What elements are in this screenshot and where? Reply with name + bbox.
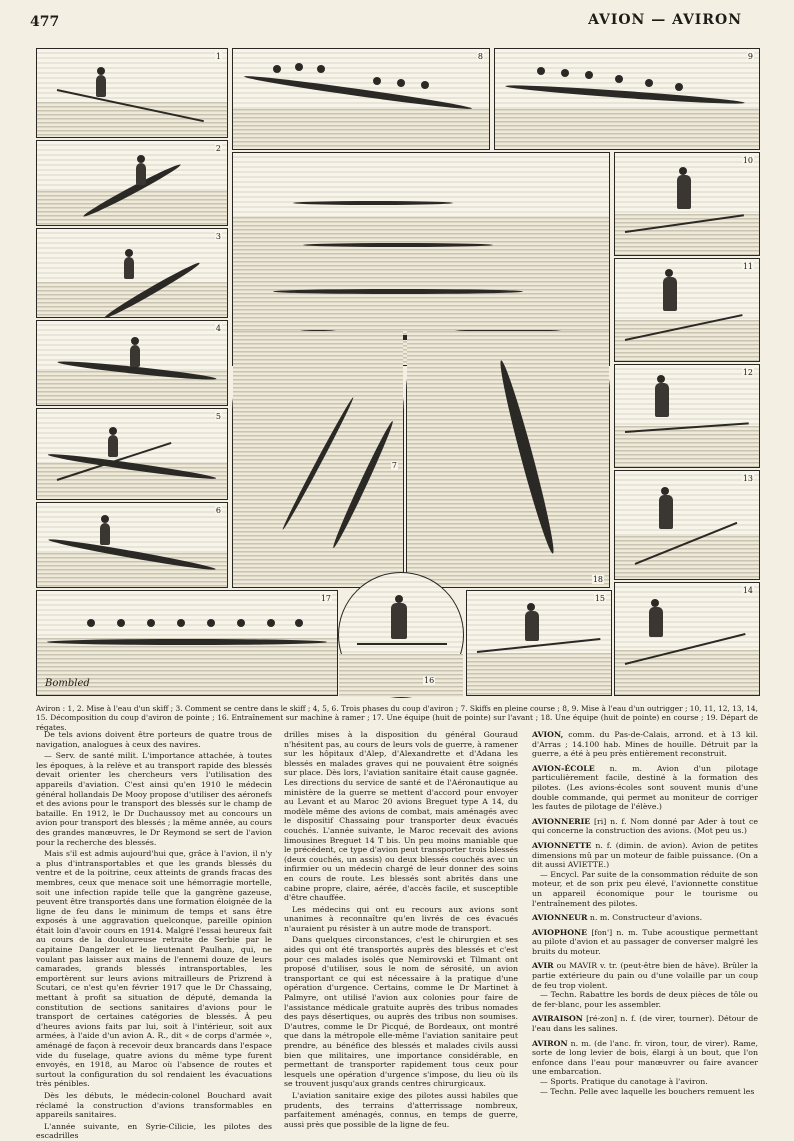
paragraph: Mais s'il est admis aujourd'hui que, grâce à l'avion, il n'y a plus d'intransportables et que les grands blessés du ventre et de la poitrine, ceux atteints de grands fracas des membres, ceux que menace soit une hémorragie mortelle, soit une infection rapide telle que la gangrène gazeuse, peuvent être transportés dans une formation éloignée de la ligne de feu dans le minimum de temps et sans être exposés à une aggravation quelconque, pareille opinion était loin d'avoir cours en 1914. Malgré l'essai heureux fait au cours de la douloureuse retraite de Serbie par le capitaine Dangelzer et le lieutenant Paulhan, qui, ne voulant pas laisser aux mains de l'ennemi douze de leurs camarades, grands blessés intransportables, les emportèrent sur leurs avions mitrailleurs de Prizrend à Scutari, ce n'est qu'en février 1917 que le Dr Chassaing, mettant à profit sa situation de député, demanda la constitution de sections sanitaires d'avions pour le transport de certaines catégories de blessés. À peu d'heures avions faits par lui, soit à l'intérieur, soit aux armées, à l'aide d'un avion A. R., dit « de corps d'armée », aménagé de façon à recevoir deux brancards dans l'espace vide du fuselage, quatre avions du même type furent envoyés, en 1918, au Maroc où l'absence de routes et surtout la configuration du sol rendaient les évacuations très pénibles. (36, 849, 272, 1089)
definition-sub: — Encycl. Par suite de la consommation réduite de son moteur, et de son prix peu élevé, l'avionnette constitue un appareil économique pour le tourisme ou l'entraînement des pilotes. (532, 869, 758, 908)
dictionary-entry-avir (532, 961, 758, 1009)
paragraph: — Serv. de santé milit. L'importance attachée, à toutes les époques, à la relève et au transport rapide des blessés devait orienter les chercheurs vers l'utilisation des appareils d'aviation. C'est ainsi qu'en 1910 le médecin général hollandais De Mooy propose d'utiliser des aéronefs et des avions pour le transport des blessés sur le champ de bataille. En 1912, le Dr Duchaussoy met au concours un avion pour transport des blessés ; la même année, au cours des grandes manœuvres, le Dr Reymond se sert de l'avion pour la recherche des blessés. (36, 751, 272, 847)
panel-number: 11 (742, 262, 753, 271)
panel-18 (406, 330, 610, 588)
paragraph: Dans quelques circonstances, c'est le chirurgien et ses aides qui ont été transportés auprès des blessés et c'est pour ces malades isolés que Nemirovski et Tilmant ont proposé d'utiliser, sous le nom de sérosité, un avion transportant ce qui est nécessaire à la pratique d'une opération d'urgence. Certains, comme le Dr Martinet à Palmyre, ont utilisé l'avion aux colonies pour faire de l'assistance médicale gratuite auprès des tribus nomades des pays désertiques, ou auprès des tribus non soumises. D'autres, comme le Dr Picqué, de Bordeaux, ont montré que dans la métropole elle-même l'aviation sanitaire peut prendre, au bénéfice des blessés et malades civils aussi bien que militaires, une importance considérable, en permettant de transporter rapidement tous ceux pour lesquels une opération d'urgence s'impose, du lieu où ils se trouvent jusqu'aux grands centres chirurgicaux. (284, 935, 518, 1089)
panel-8 (232, 48, 490, 150)
panel-6 (36, 502, 228, 588)
panel-number: 17 (320, 594, 331, 603)
headword: AVIOPHONE (532, 927, 588, 937)
dictionary-entry-avionneur (532, 913, 758, 923)
text-column-1 (36, 730, 272, 1141)
illustration-plate (36, 44, 758, 698)
definition: n. m. (de l'anc. fr. viron, tour, de virer). Rame, sorte de long levier de bois, élargi à un bout, que l'on enfonce dans l'eau pour manœuvrer ou faire avancer une embarcation. (532, 1038, 758, 1077)
dictionary-entry-aviophone (532, 928, 758, 957)
definition: n. m. Constructeur d'avions. (587, 913, 703, 923)
dictionary-entry-avionnette (532, 841, 758, 908)
panel-number: 14 (742, 586, 753, 595)
panel-17 (36, 590, 338, 696)
panel-10 (614, 152, 760, 256)
panel-number: 9 (747, 52, 753, 61)
definition-sub: — Sports. Pratique du canotage à l'aviron. (540, 1077, 708, 1086)
headword: AVION-ÉCOLE (532, 763, 595, 773)
panel-13 (614, 470, 760, 580)
panel-number: 1 (215, 52, 221, 61)
panel-15 (466, 590, 612, 696)
headword: AVIONNETTE (532, 840, 592, 850)
panel-number: 12 (742, 368, 753, 377)
headword: AVION, (532, 730, 564, 739)
panel-number: 4 (215, 324, 221, 333)
panel-12 (614, 364, 760, 468)
panel-3 (36, 228, 228, 318)
panel-1 (36, 48, 228, 138)
panel-number: 5 (215, 412, 221, 421)
panel-4 (36, 320, 228, 406)
headword: AVIONNEUR (532, 913, 588, 923)
paragraph: L'année suivante, en Syrie-Cilicie, les pilotes des escadrilles (36, 1121, 272, 1141)
headword: AVIRON (532, 1038, 568, 1048)
panel-11 (614, 258, 760, 362)
paragraph: drilles mises à la disposition du général Gouraud n'hésitent pas, au cours de leurs vols de guerre, à ramener sur les hôpitaux d'Alep, d'Alexandrette et d'Adana les blessés en malades graves qui ne pouvaient être soignés sur place. Dès lors, l'aviation sanitaire était cause gagnée. Les directions du service de santé et de l'Aéronautique au ministère de la guerre se mettent d'accord pour envoyer au Levant et au Maroc 20 avions Breguet type A 14, du modèle même des avions de combat, mais aménagés avec le dispositif Chassaing pour transporter deux évacués couchés. L'année suivante, le Maroc recevait des avions limousines Breguet 14 T bis. Un peu moins maniable que le précédent, ce type d'avion peut transporter trois blessés (deux couchés, un assis) ou deux blessés couchés avec un infirmier ou un médecin chargé de leur donner des soins en cours de route. Les blessés sont abrités dans une cabine propre, claire, aérée, d'accès facile, et susceptible d'être chauffée. (284, 730, 518, 903)
panel-16 (338, 572, 464, 698)
paragraph: Les médecins qui ont eu recours aux avions sont unanimes à reconnaître qu'en livrés de ces évacués n'auraient pu résister à un autre mode de transport. (284, 904, 518, 933)
definition-sub: — Techn. Rabattre les bords de deux pièces de tôle ou de fer-blanc, pour les assembler. (532, 990, 758, 1009)
panel-2 (36, 140, 228, 226)
plate-caption: Aviron : 1, 2. Mise à l'eau d'un skiff ; 3. Comment se centre dans le skiff ; 4, 5, 6. Trois phases du coup d'aviron ; 7. Skiffs en pleine course ; 8, 9. Mise à l'eau d'un outrigger ; 10, 11, 12, 13, 14, 15. Décomposition du coup d'aviron de pointe ; 16. Entraînement sur machine à ramer ; 17. Une équipe (huit de pointe) sur l'avant ; 18. Une équipe (huit de pointe) en course ; 19. Départ de régates. (36, 704, 758, 732)
panel-number: 2 (215, 144, 221, 153)
dictionary-entry-aviron (532, 1039, 758, 1097)
headword: AVIRAISON (532, 1014, 583, 1024)
panel-9 (494, 48, 760, 150)
panel-number: 13 (742, 474, 753, 483)
text-column-2 (284, 730, 518, 1129)
panel-number: 18 (592, 575, 603, 584)
paragraph: Dès les débuts, le médecin-colonel Bouchard avait réclamé la construction d'avions transformables en appareils sanitaires. (36, 1090, 272, 1120)
definition-sub: — Techn. Pelle avec laquelle les bouchers remuent les (540, 1086, 755, 1096)
definition: comm. du Pas-de-Calais, arrond. et à 13 kil. d'Arras ; 14.100 hab. Mines de houille. Détruit par la guerre, a été à peu près entièrement reconstruit. (532, 730, 758, 759)
definition: n. f. (dimin. de avion). Avion de petites dimensions mû par un moteur de faible puissance. (On a dit aussi AVIETTE.) (532, 840, 758, 870)
panel-7 (232, 330, 404, 588)
panel-number: 16 (424, 676, 435, 685)
panel-5 (36, 408, 228, 500)
panel-number: 10 (742, 156, 753, 165)
paragraph: De tels avions doivent être porteurs de quatre trous de navigation, analogues à ceux des navires. (36, 730, 272, 749)
text-column-3 (532, 730, 758, 1096)
dictionary-entry-avion (532, 730, 758, 759)
page-number: 477 (30, 14, 60, 30)
artist-signature: Bombled (45, 678, 90, 689)
panel-14 (614, 582, 760, 696)
dictionary-entry-aviraison (532, 1014, 758, 1033)
running-head: AVION — AVIRON (588, 12, 742, 28)
panel-number: 6 (215, 506, 221, 515)
dictionary-entry-avionnerie (532, 817, 758, 836)
panel-number: 8 (477, 52, 483, 61)
definition: [fon'] n. m. Tube acoustique permettant au pilote d'avion et au passager de converser malgré les bruits du moteur. (532, 927, 758, 956)
panel-number: 15 (594, 594, 605, 603)
headword: AVIONNERIE (532, 816, 591, 826)
dictionary-entry-avion-ecole (532, 764, 758, 812)
definition: ou MAVIR v. tr. (peut-être bien de hâve). Brûler la partie extérieure du pain ou d'une volaille par un coup de feu trop violent. (532, 961, 758, 990)
definition: [ré-zon] n. f. (de virer, tourner). Détour de l'eau dans les salines. (532, 1014, 758, 1034)
panel-number: 3 (215, 232, 221, 241)
paragraph: L'aviation sanitaire exige des pilotes aussi habiles que prudents, des terrains d'atterrissage nombreux, parfaitement aménagés, connus, en temps de guerre, aussi près que possible de la ligne de feu. (284, 1090, 518, 1129)
panel-number: 7 (391, 461, 397, 470)
definition: [ri] n. f. Nom donné par Ader à tout ce qui concerne la construction des avions. (Mot peu us.) (532, 816, 758, 836)
headword: AVIR (532, 961, 554, 971)
definition: n. m. Avion d'un pilotage particulièrement facile, destiné à la formation des pilotes. (Les avions-écoles sont souvent munis d'une double commande, qui permet au moniteur de corriger les fautes de pilotage de l'élève.) (532, 763, 758, 812)
